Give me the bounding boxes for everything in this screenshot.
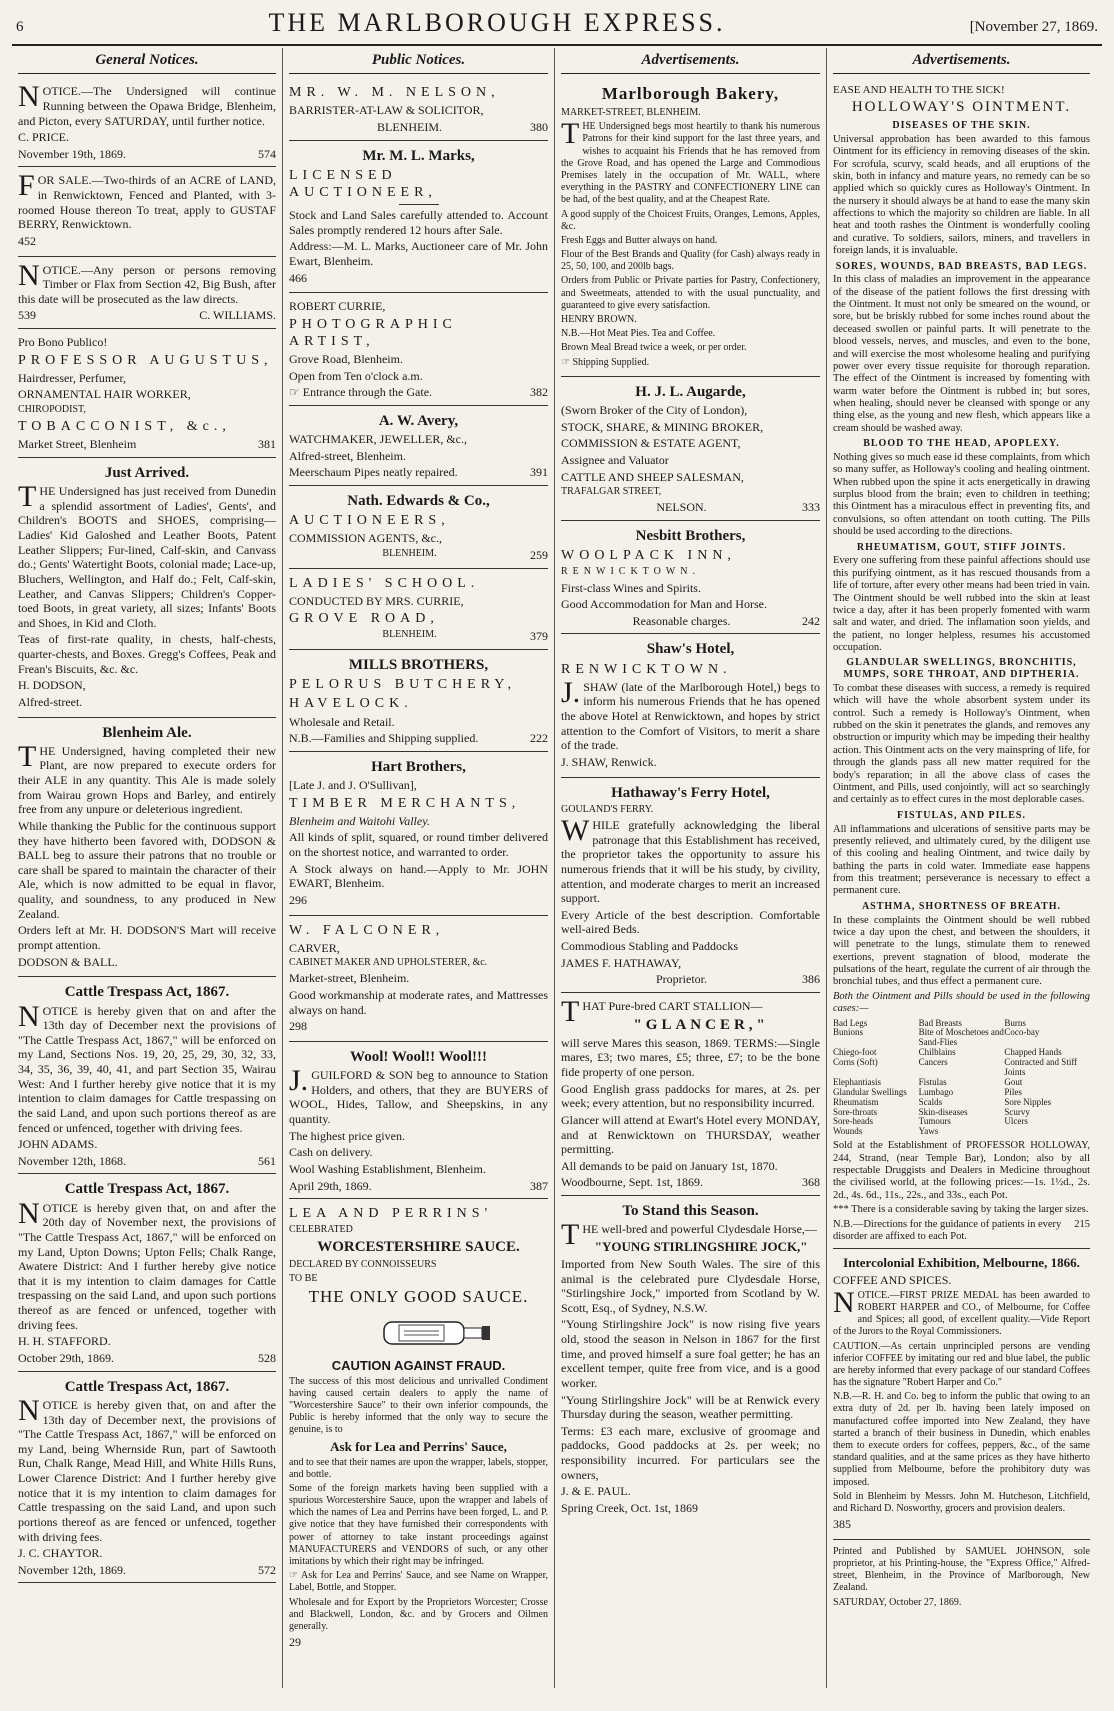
ad-line: Alfred-street, Blenheim. [289, 448, 406, 463]
ad-number: 561 [258, 1153, 276, 1168]
ad-number: 539 [18, 308, 36, 323]
ad-text: All kinds of split, squared, or round timber delivered on the shortest notice, and warranted to order. [289, 830, 548, 860]
ad-line: TO BE [289, 1272, 318, 1284]
ad-line: BLENHEIM. [382, 629, 437, 641]
ailment-item: Sore Nipples [1004, 1096, 1052, 1107]
ad-name: Nesbitt Brothers, [635, 528, 746, 545]
ad-text: N.B.—R. H. and Co. beg to inform the public that owing to an extra duty of 2d. per lb. having been lately imposed on manufactured coffee imported into New Zealand, they have started a branch of their business in Dunedin, which enables them to execute orders for coffees, peppers, &c., of the same standard qualities, and at the same prices as they have hitherto supplied from Melbourne, before the prohibitory duty was imposed. [833, 1391, 1090, 1488]
ad-text: *** There is a considerable saving by taking the larger sizes. [833, 1204, 1089, 1216]
ailment-item: Fistulas [918, 1076, 947, 1087]
section-heading: FISTULAS, AND PILES. [897, 809, 1026, 821]
ailment-item: Bunions [833, 1027, 864, 1038]
ad-signature: H. DODSON, [18, 678, 86, 693]
ad-line: WORCESTERSHIRE SAUCE. [317, 1239, 520, 1256]
ad-line: Ask for Lea and Perrins' Sauce, [330, 1438, 507, 1454]
ad-text: Orders from Public or Private parties for Pastry, Confectionery, and Sweetmeats, attended to with the usual punctuality, and guaranteed to give every satisfaction. [561, 275, 820, 311]
ad-line: LEA AND PERRINS' [289, 1206, 493, 1222]
hairdresser-ad [18, 329, 276, 458]
section-heading: DISEASES OF THE SKIN. [892, 119, 1031, 131]
ailment-item: Chapped Hands [1004, 1047, 1062, 1058]
ad-line: BARRISTER-AT-LAW & SOLICITOR, [289, 103, 484, 118]
ad-date: November 12th, 1869. [18, 1562, 126, 1577]
ad-text: Terms: £3 each mare, exclusive of groomage and paddocks, Good paddocks at 2s. per week; no responsibility incurred. For particulars see the owners, [561, 1423, 820, 1482]
ad-signature: DODSON & BALL. [18, 954, 118, 969]
sauce-bottle-icon [344, 1314, 494, 1352]
bakery-ad [561, 78, 820, 376]
ad-title: Intercolonial Exhibition, Melbourne, 1866. [843, 1255, 1080, 1271]
ad-signature: C. PRICE. [18, 130, 70, 145]
edwards-ad [289, 486, 548, 569]
ad-line: EASE AND HEALTH TO THE SICK! [833, 84, 1005, 97]
ad-text: All demands to be paid on January 1st, 1870. [561, 1158, 778, 1173]
ad-text: THE Undersigned begs most heartily to thank his numerous Patrons for their kind support for the last three years, and wishes to acquaint his Friends that he has removed from the Grove Road, and has opened the Large and Commodious Premises lately in the occupation of Mr. WALL, where everything in the PASTRY and CONFECTIONERY LINE can be had, of the best quality, and at the Cheapest Rate. [561, 117, 820, 206]
ad-line: Blenheim and Waitohi Valley. [289, 813, 430, 828]
ad-text: CAUTION.—As certain unprincipled persons are vending inferior COFFEE by imitating our red and blue label, the public are hereby informed that every package of our standard Coffees has the signature "Robert Harper and Co." [833, 1340, 1090, 1389]
ad-name: "GLANCER," [633, 1016, 769, 1033]
ailment-item: Lumbago [918, 1086, 954, 1097]
ad-number: 368 [802, 1175, 820, 1190]
ad-text: N.B.—Directions for the guidance of patients in every disorder are affixed to each Pot. [833, 1218, 1062, 1242]
ailment-item: Chiego-foot [833, 1047, 877, 1058]
ad-text: NOTICE.—Any person or persons removing Timber or Flax from Section 42, Big Bush, after this date will be prosecuted as the law directs. [18, 258, 276, 306]
ad-title: Wool! Wool!! Wool!!! [350, 1048, 487, 1065]
ad-line: Assignee and Valuator [561, 452, 669, 467]
ad-text: THE Undersigned, having completed their new Plant, are now prepared to execute orders for their ALE in any quantity. This Ale is made solely from Wairau grown Hops and Barley, and entirely free from any unpure or deleterious ingredient. [18, 739, 276, 817]
ad-name: Hart Brothers, [371, 758, 466, 775]
ad-text: In this class of maladies an improvement in the appearance of the disease of the patient follows the first dressing with the Ointment. It must not only be smeared on the wound, or sore, but be briskly rubbed for some inches round about the deceased swollen or painful parts. It will penetrate to the blood vessels, nerves, and muscles, and even to the bone, and will exercise the most wholesome healing and purifying power over every tissue requisite for thorough reparation. The effect of the Ointment is increased by fomenting with warm water before the Ointment is rubbed in; but sores, when healing, should never be cleansed with sponge or any thing else, as the young and new flesh, which appears like a cream should be washed away. [833, 274, 1090, 434]
newspaper-page [12, 0, 1102, 1688]
barrister-ad [289, 78, 548, 140]
ad-number: 391 [530, 465, 548, 480]
ad-text: Sold at the Establishment of PROFESSOR HOLLOWAY, 244, Strand, (near Temple Bar), London; also by all respectable Druggists and Dealers in Medicine throughout the civilised world, at the following prices:—1s. 1½d., 2s. 2d., 4s. 6d., 11s., 22s., and 33s., each Pot. [833, 1140, 1090, 1201]
ad-text: NOTICE is hereby given that, on and after the 13th day of December next, the provisions of "The Cattle Trespass Act, 1867," will be enforced on my Land, being Whernside Run, part of Sawtooth Run, Chalk Range, Mead Hill, and White Hills Runs, Lower Clarence District: And I further hereby give notice that it is my intention to claim damages for Cattle trespassing on the said Land, and upon such portions thereof as are fenced or unfenced, together with driving fees. [18, 1393, 276, 1544]
ad-text: THE well-bred and powerful Clydesdale Horse,— [561, 1218, 817, 1252]
ad-number: 386 [802, 972, 820, 987]
ailment-item: Cancers [918, 1057, 948, 1068]
ad-number: 574 [258, 146, 276, 161]
ad-name: PROFESSOR AUGUSTUS, [18, 352, 273, 368]
ad-date: November 12th, 1868. [18, 1153, 126, 1168]
ad-text: Sold in Blenheim by Messrs. John M. Hutcheson, Litchfield, and Richard D. Nosworthy, grocers and provision dealers. [833, 1490, 1090, 1514]
ad-text: "Young Stirlingshire Jock" will be at Renwick every Thursday during the season, weather permitting. [561, 1392, 820, 1422]
ad-text: Wholesale and for Export by the Proprietors Worcester; Crosse and Blackwell, London, &c. and by Grocers and Oilmen generally. [289, 1596, 548, 1632]
column-general-notices [12, 48, 282, 1688]
ad-line: WATCHMAKER, JEWELLER, &c., [289, 432, 467, 447]
ad-line: The highest price given. [289, 1128, 405, 1143]
ad-signature: JAMES F. HATHAWAY, [561, 955, 682, 970]
ad-name: ROBERT CURRIE, [289, 299, 386, 314]
ad-text: To combat these diseases with success, a remedy is required which will have the whole absorbent system under its control. Such a remedy is Holloway's Ointment, when rubbed on the skin it penetrates the glands, and removes any obstruction or impurity which may be impeding their healthy action. This Ointment acts on the very mainspring of life, for through the glands pass all new matter required for the body's reparation; in all the above class of cases the Ointment, and Pills, used conjointly, will act so searchingly and certainly as to effect cures in the most deplorable cases. [833, 682, 1090, 806]
ad-line: Wholesale and Retail. [289, 714, 395, 729]
trespass-ad [18, 1174, 276, 1371]
ad-line: N.B.—Hot Meat Pies. Tea and Coffee. [561, 328, 716, 340]
ad-text: A Stock always on hand.—Apply to Mr. JOHN EWART, Blenheim. [289, 861, 548, 891]
ad-line: DECLARED BY CONNOISSEURS [289, 1258, 437, 1270]
ad-line: NELSON. [656, 500, 707, 515]
ad-line: ☞ Shipping Supplied. [561, 356, 650, 368]
ad-signature: C. WILLIAMS. [199, 308, 276, 323]
ad-title: Cattle Trespass Act, 1867. [64, 984, 230, 1001]
timber-ad [289, 752, 548, 916]
ad-number: 387 [530, 1178, 548, 1193]
ad-text: and to see that their names are upon the wrapper, labels, stopper, and bottle. [289, 1456, 548, 1480]
ad-line: COFFEE AND SPICES. [833, 1273, 952, 1288]
ailment-item: Wounds [833, 1126, 863, 1137]
ad-line: ☞ Entrance through the Gate. [289, 385, 433, 400]
section-heading: GLANDULAR SWELLINGS, BRONCHITIS, MUMPS, SORE THROAT, AND DIPTHERIA. [843, 657, 1080, 681]
ad-name: MR. W. M. NELSON, [289, 85, 500, 101]
ad-title: Pro Bono Publico! [18, 335, 108, 350]
ad-line: HAVELOCK. [289, 696, 413, 712]
ad-line: N.B.—Families and Shipping supplied. [289, 731, 479, 746]
ad-line: Hairdresser, Perfumer, [18, 370, 126, 385]
ad-number: 381 [258, 437, 276, 452]
ad-signature: JOHN ADAMS. [18, 1137, 98, 1152]
wool-ad [289, 1042, 548, 1199]
broker-ad [561, 377, 820, 521]
ad-text: Teas of first-rate quality, in chests, half-chests, quarter-chests, and Boxes. Gregg's Coffees, Peak and Frean's Biscuits, &c. &c. [18, 632, 276, 676]
ad-line: CATTLE AND SHEEP SALESMAN, [561, 469, 744, 484]
ad-name: HOLLOWAY'S OINTMENT. [851, 99, 1072, 116]
ad-text: NOTICE.—FIRST PRIZE MEDAL has been awarded to ROBERT HARPER and CO., of Melbourne, for Coffee and Spices; all good, of excellent quality.—Vide Report of the Jurors to the Royal Commissioners. [833, 1285, 1090, 1338]
column-heading: Public Notices. [289, 48, 548, 74]
ad-line: GOULAND'S FERRY. [561, 803, 654, 815]
ad-name: Nath. Edwards & Co., [347, 493, 490, 510]
ad-line: CARVER, [289, 940, 340, 955]
ad-title: Blenheim Ale. [102, 724, 192, 741]
ad-text: Nothing gives so much ease id these complaints, from which so many suffer, as Holloway's cooling and healing ointment. When rubbed upon the spine it acts energetically in drawing surplus blood from the brain; even to children in teething; this Ointment has a miraculous effect in preventing fits, and convulsions, so often attendant on tooth cutting. The Pills should be used according to the directions. [833, 451, 1090, 538]
sauce-ad [289, 1199, 548, 1657]
imprint-text: Printed and Published by SAMUEL JOHNSON, sole proprietor, at his Printing-house, the "Express Office," Alfred-street, Blenheim, in the Province of Marlborough, New Zealand. [833, 1545, 1090, 1594]
ad-number: 466 [289, 270, 307, 285]
ad-name: A. W. Avery, [378, 412, 459, 429]
ad-text: Flour of the Best Brands and Quality (for Cash) always ready in 25, 50, 100, and 200lb bags. [561, 249, 820, 273]
ad-number: 380 [530, 120, 548, 134]
ad-title: Cattle Trespass Act, 1867. [64, 1378, 230, 1395]
column-heading: General Notices. [18, 48, 276, 74]
ad-line: (Sworn Broker of the City of London), [561, 403, 748, 418]
ad-signature: J. SHAW, Renwick. [561, 754, 657, 769]
ad-line: THE ONLY GOOD SAUCE. [308, 1287, 529, 1307]
ailment-item: Sore-throats [833, 1106, 877, 1117]
ailment-item: Glandular Swellings [833, 1086, 907, 1097]
ad-text: The success of this most delicious and unrivalled Condiment having caused certain dealers to apply the name of "Worcestershire Sauce" to their own inferior compounds, the Public is hereby informed that the only way to secure the genuine, is to [289, 1375, 548, 1436]
ad-text: NOTICE.—The Undersigned will continue Running between the Opawa Bridge, Blenheim, and Picton, every SATURDAY, until further notice. [18, 80, 276, 128]
ad-number: 296 [289, 892, 307, 907]
for-sale-ad [18, 167, 276, 256]
ad-line: Market-street, Blenheim. [289, 971, 410, 986]
ad-name: H. J. L. Augarde, [635, 383, 746, 400]
column-heading: Advertisements. [833, 48, 1090, 74]
hotel-ad [561, 634, 820, 777]
ad-line: Market Street, Blenheim [18, 437, 137, 452]
ad-line: CHIROPODIST, [18, 404, 86, 415]
page-number: 6 [16, 19, 24, 35]
ad-line: Commodious Stabling and Paddocks [561, 939, 738, 954]
stallion-ad [561, 993, 820, 1196]
imprint-date: SATURDAY, October 27, 1869. [833, 1596, 962, 1608]
imprint [833, 1540, 1090, 1616]
ad-text: THE Undersigned has just received from Dunedin a splendid assortment of Ladies', Gents', and Children's BOOTS and SHOES, comprising— Ladies' Kid Galoshed and Leather Boots, Patent Leather Slippers; Fur-lined, Calf-skin, and Canvass do.; Gents' Watertight Boots, colonial made; Lace-up, Bluchers, Wellington, and Half do.; Felt, Calf-skin, Leather, and Canvas Slippers; Children's Copper-toed Boots, in great variety, all sizes; Infants' Boots and Shoes, in Kid and Cloth. [18, 480, 276, 630]
ad-line: CAUTION AGAINST FRAUD. [331, 1357, 506, 1373]
section-heading: Both the Ointment and Pills should be used in the following cases:— [833, 990, 1090, 1015]
ad-line: ORNAMENTAL HAIR WORKER, [18, 387, 191, 402]
ad-text: "Young Stirlingshire Jock" is now rising five years old, stood the season in Nelson in 1867 for the first time, and proved himself a sure foal getter; he has an excellent temper, quite free from vice, and is a good worker. [561, 1317, 820, 1390]
holloway-ad [833, 78, 1090, 1249]
section-heading: ASTHMA, SHORTNESS OF BREATH. [861, 900, 1062, 912]
ad-line: AUCTIONEERS, [289, 513, 450, 529]
ad-text: Every one suffering from these painful affections should use this purifying ointment, as it has rescued thousands from a life of torture, after every other means had been tried in vain. The Ointment should be well rubbed into the skin at least twice a day, after it has been properly fomented with warm salt and water, and dried. The inflamation soon yields, and the patient, no longer helpless, resumes his accustomed occupation. [833, 555, 1090, 654]
ad-line: TIMBER MERCHANTS, [289, 795, 521, 811]
ad-text: In these complaints the Ointment should be well rubbed twice a day upon the chest, and between the shoulders, it will penetrate to the lungs, stimulate them to renewed exertions, prevent stagnation of blood, moderate the pulsations of the heart, regulate the current of air through the bronchial tubes, and thus effect a permanent cure. [833, 914, 1090, 988]
ad-line: Brown Meal Bread twice a week, or per order. [561, 342, 747, 354]
ad-date: Spring Creek, Oct. 1st, 1869 [561, 1500, 698, 1515]
boots-ad [18, 458, 276, 718]
photographer-ad [289, 293, 548, 406]
ale-ad [18, 718, 276, 978]
ad-line: RENWICKTOWN. [561, 566, 700, 578]
ad-signature: H. H. STAFFORD. [18, 1334, 111, 1349]
ad-number: 298 [289, 1019, 307, 1034]
section-heading: SORES, WOUNDS, BAD BREASTS, BAD LEGS. [835, 260, 1088, 272]
ad-date: October 29th, 1869. [18, 1350, 114, 1365]
inn-ad [561, 521, 820, 634]
ad-text: FOR SALE.—Two-thirds of an ACRE of LAND, in Renwicktown, Fenced and Planted, with 3-roomed House thereon To treat, apply to GUSTAF BERRY, Renwicktown. [18, 169, 276, 232]
column-advertisements [554, 48, 826, 1688]
ferry-hotel-ad [561, 778, 820, 993]
ailment-item: Rheumatism [833, 1096, 879, 1107]
ad-text: While thanking the Public for the continuous support they have hitherto been favored with, DODSON & BALL beg to assure their patrons that no trouble or care shall be spared to maintain the character of their Ale, which is now admitted to be equal in flavor, quality, and soundness, to any produced in New Zealand. [18, 818, 276, 921]
ad-name: Mr. M. L. Marks, [362, 147, 475, 164]
ad-line: PELORUS BUTCHERY, [289, 677, 517, 693]
ailment-item: Contracted and Stiff Joints [1004, 1057, 1078, 1078]
ad-number: 382 [530, 385, 548, 400]
ad-text: Some of the foreign markets having been supplied with a spurious Worcestershire Sauce, upon the wrapper and labels of which the names of Lea and Perrins have been forged, L. and P. give notice that they have furnished their correspondents with power of attorney to take instant proceedings against MANUFACTURERS and VENDORS of such, or any other imitations by which their right may be infringed. [289, 1482, 548, 1568]
ad-line: GROVE ROAD, [289, 611, 439, 627]
ad-text: Good English grass paddocks for mares, at 2s. per week; every attention, but no responsibility incurred. [561, 1081, 820, 1111]
ad-title: To Stand this Season. [622, 1203, 759, 1220]
ad-text: Good workmanship at moderate rates, and Mattresses always on hand. [289, 988, 548, 1017]
ad-text: Imported from New South Wales. The sire of this animal is the celebrated pure Clydesdale Horse, "Stirlingshire Jock," imported from Scotland by W. Scott, Esq., of Sydney, N.S.W. [561, 1256, 820, 1315]
trespass-ad [18, 1372, 276, 1584]
column-advertisements-2 [826, 48, 1096, 1688]
ad-number: 385 [833, 1517, 851, 1532]
ad-name: Shaw's Hotel, [646, 641, 735, 658]
ad-name: "YOUNG STIRLINGSHIRE JOCK," [594, 1239, 808, 1255]
ad-line: CELEBRATED [289, 1224, 353, 1236]
column-public-notices [282, 48, 554, 1688]
auctioneer-ad [289, 141, 548, 294]
ailment-item: Elephantiasis [833, 1076, 881, 1087]
ad-signature: J. C. CHAYTOR. [18, 1546, 103, 1561]
ad-line: Wool Washing Establishment, Blenheim. [289, 1161, 486, 1176]
ad-number: 215 [1074, 1218, 1090, 1230]
ailment-item: Tumours [918, 1116, 951, 1127]
ailment-item: Ulcers [1004, 1116, 1028, 1127]
ad-text: Glancer will attend at Ewart's Hotel every MONDAY, and at Renwicktown on THURSDAY, weather permitting. [561, 1112, 820, 1157]
ad-line: TRAFALGAR STREET, [561, 486, 662, 498]
ad-line: Good Accommodation for Man and Horse. [561, 597, 767, 612]
ad-name: W. FALCONER, [289, 922, 445, 938]
ailment-item: Coco-bay [1004, 1027, 1040, 1038]
ad-line: MARKET-STREET, BLENHEIM. [561, 107, 701, 119]
ailment-item: Sore-heads [833, 1116, 873, 1127]
ad-line: Cash on delivery. [289, 1145, 373, 1160]
ailment-item: Gout [1004, 1076, 1023, 1087]
ad-number: 572 [258, 1562, 276, 1577]
ad-text: ☞ Ask for Lea and Perrins' Sauce, and see Name on Wrapper, Label, Bottle, and Stopper. [289, 1570, 548, 1594]
ad-date: Woodbourne, Sept. 1st, 1869. [561, 1175, 704, 1190]
ad-number: 379 [530, 629, 548, 644]
ad-number: 259 [530, 548, 548, 563]
ad-signature: HENRY BROWN. [561, 314, 637, 326]
ad-line: WOOLPACK INN, [561, 548, 736, 564]
ad-name: MILLS BROTHERS, [348, 657, 489, 674]
ad-text: NOTICE is hereby given that on and after the 13th day of December next the provisions of "The Cattle Trespass Act, 1867," will be enforced on my Land, Sections Nos. 19, 20, 25, 29, 30, 32, 33, 34, 35, 36, 39, 40, 41, and part Section 35, Wairau West: And I further hereby give notice that it is my intention to claim damages for Cattle trespassing on the said Land, and upon such portions thereof as are fenced or unfenced, together with driving fees. [18, 999, 276, 1135]
watchmaker-ad [289, 406, 548, 486]
ad-line: CONDUCTED BY MRS. CURRIE, [289, 593, 464, 608]
ad-number: 222 [530, 731, 548, 746]
ad-line: COMMISSION AGENTS, &c., [289, 531, 443, 546]
ad-text: Stock and Land Sales carefully attended to. Account Sales promptly rendered 12 hours after Sale. [289, 208, 548, 237]
section-heading: RHEUMATISM, GOUT, STIFF JOINTS. [856, 541, 1067, 553]
ad-text: NOTICE is hereby given that, on and after the 20th day of November next, the provisions of "The Cattle Trespass Act, 1867," will be enforced on my Land, Upton Downs; Upton Fells; Chalk Range, Awatere District: And I further hereby give notice that it is my intention to claim damages for Cattle trespassing on the said Land, and upon such portions thereof as are fenced or unfenced, together with driving fees. [18, 1196, 276, 1332]
butchery-ad [289, 650, 548, 752]
ailment-item: Skin-diseases [918, 1106, 968, 1117]
ailment-item: Corns (Soft) [833, 1057, 878, 1068]
school-ad [289, 569, 548, 650]
masthead [12, 8, 1102, 46]
ad-text: WHILE gratefully acknowledging the liberal patronage that this Establishment has received, the proprietor takes the opportunity to assure his numerous friends that it will be his study, by civility, attention, and moderate charges to merit an increased support. [561, 814, 820, 906]
ailment-item: Bite of Moschetoes and Sand-Flies [918, 1027, 1004, 1048]
ad-line: Every Article of the best description. Comfortable well-aired Beds. [561, 907, 820, 937]
ad-line: BLENHEIM. [382, 548, 437, 560]
ad-line: Fresh Eggs and Butter always on hand. [561, 234, 718, 246]
ad-text: J.SHAW (late of the Marlborough Hotel,) begs to inform his numerous Friends that he has opened the above Hotel at Renwicktown, and hopes by strict attention to the Comfort of Visitors, to merit a share of the trade. [561, 675, 820, 753]
trespass-ad [18, 977, 276, 1174]
ad-number: 242 [802, 613, 820, 628]
ad-line: CABINET MAKER AND UPHOLSTERER, &c. [289, 957, 488, 969]
ailment-item: Yaws [918, 1126, 939, 1137]
ad-text: Universal approbation has been awarded to this famous Ointment for its efficiency in removing diseases of the skin. For scrofula, scurvy, scald heads, and all eruptions of the skin, both in infancy and mature years, no remedy can be so applied which so quickly cures as Holloway's Ointment. In the nursery it should always be at hand to ease the many skin affections to which the majority so children are liable. In all heat and tooth rashes the Ointment is wonderfully cooling and curative. To soldiers, sailors, miners, and travellers in foreign lands, it is invaluable. [833, 133, 1090, 257]
ad-date: November 19th, 1869. [18, 146, 126, 161]
ad-title: Just Arrived. [104, 464, 190, 481]
ad-line: Open from Ten o'clock a.m. [289, 368, 423, 383]
ad-title: Cattle Trespass Act, 1867. [64, 1181, 230, 1198]
ad-line: [Late J. and J. O'Sullivan], [289, 778, 417, 793]
ailment-item: Bad Legs [833, 1017, 868, 1028]
ad-signature: J. & E. PAUL. [561, 1484, 631, 1499]
ad-line: TOBACCONIST, &c., [18, 419, 231, 435]
ad-text: All inflammations and ulcerations of sensitive parts may be presently relieved, and ultimately cured, by the diligent use of this cooling and healing Ointment, and twice daily by bathing the parts in cold water. Immediate ease happens from this treatment; perseverance is necessary to effect a permanent cure. [833, 823, 1090, 897]
ad-number: 29 [289, 1635, 301, 1650]
coffee-ad [833, 1249, 1090, 1539]
ad-signature: Alfred-street. [18, 694, 83, 709]
ad-date: April 29th, 1869. [289, 1178, 372, 1193]
ad-text: Orders left at Mr. H. DODSON'S Mart will receive prompt attention. [18, 923, 276, 952]
notice-ad [18, 78, 276, 167]
ailment-item: Bad Breasts [918, 1017, 962, 1028]
ad-text: THAT Pure-bred CART STALLION— [561, 994, 763, 1028]
carver-ad [289, 916, 548, 1042]
ad-line: BLENHEIM. [377, 120, 442, 134]
ad-number: 528 [258, 1350, 276, 1365]
ad-name: Hathaway's Ferry Hotel, [611, 784, 770, 801]
ad-line: RENWICKTOWN. [561, 661, 732, 677]
ad-line: STOCK, SHARE, & MINING BROKER, [561, 419, 764, 434]
ad-address: Address:—M. L. Marks, Auctioneer care of Mr. John Ewart, Blenheim. [289, 239, 548, 268]
ad-text: J.GUILFORD & SON beg to announce to Station Holders, and others, that they are BUYERS of WOOL, Hides, Tallow, and Sheepskins, in any quantity. [289, 1064, 548, 1127]
ad-line: COMMISSION & ESTATE AGENT, [561, 436, 741, 451]
ad-line: LICENSED AUCTIONEER, [289, 167, 437, 200]
ailment-item: Scalds [918, 1096, 943, 1107]
ad-number: 452 [18, 233, 36, 248]
newspaper-title: THE MARLBOROUGH EXPRESS. [268, 8, 726, 37]
ad-line: Meerschaum Pipes neatly repaired. [289, 465, 458, 480]
ad-signature: Proprietor. [656, 972, 707, 987]
ailment-item: Burns [1004, 1017, 1026, 1028]
ad-line: Reasonable charges. [632, 613, 731, 628]
column-heading: Advertisements. [561, 48, 820, 74]
ad-line: A good supply of the Choicest Fruits, Oranges, Lemons, Apples, &c. [561, 208, 820, 232]
ad-number: 333 [802, 500, 820, 515]
issue-date: [November 27, 1869. [969, 19, 1098, 35]
ailment-item: Piles [1004, 1086, 1022, 1097]
section-heading: BLOOD TO THE HEAD, APOPLEXY. [863, 438, 1060, 450]
ad-line: PHOTOGRAPHIC ARTIST, [289, 316, 457, 349]
ailment-item: Scurvy [1004, 1106, 1030, 1117]
ad-text: will serve Mares this season, 1869. TERMS:—Single mares, £3; two mares, £5; three, £7; to be the bone fide property of one person. [561, 1035, 820, 1080]
timber-notice-ad [18, 257, 276, 330]
ailment-list [833, 1019, 1090, 1138]
horse-ad [561, 1196, 820, 1522]
ad-line: Grove Road, Blenheim. [289, 351, 403, 366]
ad-line: LADIES' SCHOOL. [289, 575, 480, 591]
ailment-item: Chilblains [918, 1047, 956, 1058]
ad-line: First-class Wines and Spirits. [561, 580, 701, 595]
ad-name: Marlborough Bakery, [601, 84, 780, 104]
